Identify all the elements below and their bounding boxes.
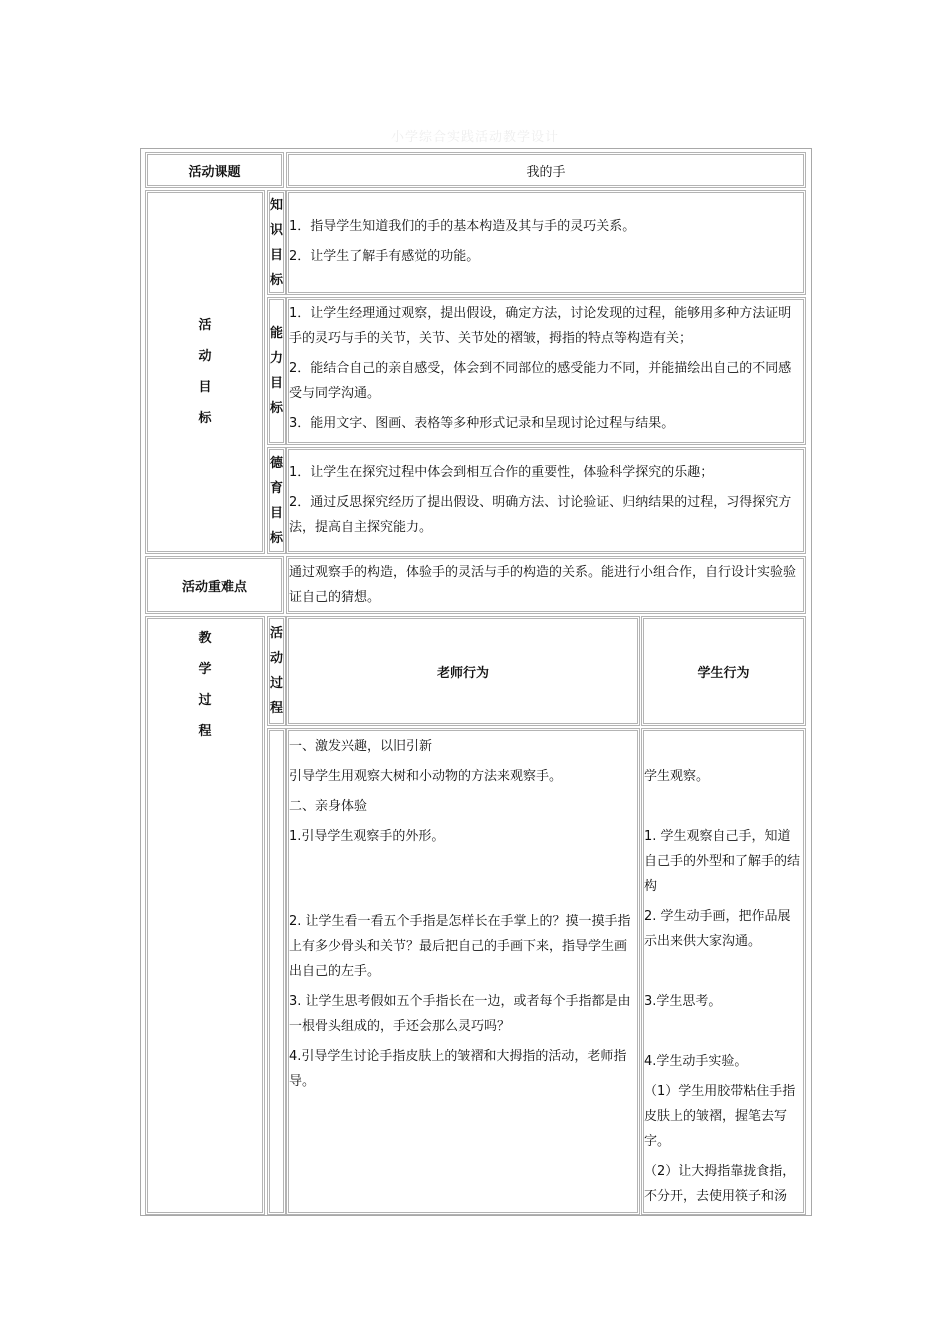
teacher-item: 二、亲身体验	[289, 799, 368, 814]
objectives-label	[145, 190, 265, 554]
moral-label-char: 目	[270, 505, 284, 521]
moral-label-char: 育	[270, 480, 284, 496]
objectives-label-char: 目	[198, 380, 212, 395]
activity-label-char: 动	[270, 651, 284, 666]
topic-value: 我的手	[286, 152, 806, 188]
teacher-item: 4.引导学生讨论手指皮肤上的皱褶和大拇指的活动，老师指导。	[289, 1049, 627, 1089]
knowledge-label-char: 目	[270, 247, 284, 263]
knowledge-label-char: 知	[270, 197, 284, 213]
moral-label-char: 德	[270, 455, 284, 471]
ability-label-char: 标	[270, 401, 284, 416]
teacher-header: 老师行为	[286, 616, 640, 726]
student-item: 1. 学生观察自己手，知道自己手的外型和了解手的结构	[644, 829, 801, 894]
teacher-item: 一、激发兴趣，以旧引新	[289, 739, 433, 754]
student-actions	[641, 728, 806, 1215]
teacher-item: 引导学生用观察大树和小动物的方法来观察手。	[289, 769, 563, 784]
key-points-text: 通过观察手的构造，体验手的灵活与手的构造的关系。能进行小组合作，自行设计实验验证自己的猜想。	[289, 565, 797, 605]
activity-label-char: 活	[270, 626, 284, 641]
activity-label-char: 过	[270, 676, 284, 691]
knowledge-label-char: 标	[270, 272, 284, 288]
teaching-process-label	[145, 616, 265, 1215]
objectives-label-char: 标	[198, 411, 212, 426]
topic-label: 活动课题	[145, 152, 284, 188]
teacher-actions	[286, 728, 640, 1215]
ability-objective-content	[286, 297, 806, 445]
student-item: 学生观察。	[644, 769, 710, 784]
process-label-char: 学	[198, 662, 212, 677]
objectives-label-char: 活	[198, 318, 212, 333]
document-title: 小学综合实践活动教学设计	[390, 130, 559, 145]
key-points-content	[286, 556, 806, 614]
student-item: 3.学生思考。	[644, 994, 722, 1009]
activity-label-char: 程	[270, 701, 284, 716]
lesson-plan-table	[140, 148, 812, 1216]
teacher-item: 1.引导学生观察手的外形。	[289, 829, 445, 844]
process-label-char: 程	[198, 724, 212, 739]
knowledge-label-char: 识	[270, 222, 284, 238]
ability-label-char: 目	[270, 376, 284, 391]
process-label-char: 过	[198, 693, 212, 708]
ability-item: 2．能结合自己的亲自感受，体会到不同部位的感受能力不同，并能描绘出自己的不同感受与同学沟通。	[289, 361, 792, 401]
student-item: （1）学生用胶带粘住手指皮肤上的皱褶，握笔去写字。	[644, 1084, 796, 1149]
moral-label-char: 标	[270, 530, 284, 546]
ability-label-char: 力	[270, 351, 284, 366]
process-label-char: 教	[198, 631, 212, 646]
moral-item: 2．通过反思探究经历了提出假设、明确方法、讨论验证、归纳结果的过程，习得探究方法，提高自主探究能力。	[289, 494, 792, 535]
knowledge-item: 2．让学生了解手有感觉的功能。	[289, 249, 480, 264]
student-header: 学生行为	[641, 616, 806, 726]
activity-process-blank	[267, 728, 286, 1215]
knowledge-item: 1．指导学生知道我们的手的基本构造及其与手的灵巧关系。	[289, 219, 636, 234]
teacher-item: 2. 让学生看一看五个手指是怎样长在手掌上的？摸一摸手指上有多少骨头和关节？最后把自己的手画下来，指导学生画出自己的左手。	[289, 914, 631, 979]
knowledge-objective-label	[267, 190, 286, 295]
student-item: 4.学生动手实验。	[644, 1054, 748, 1069]
ability-objective-label	[267, 297, 286, 445]
objectives-label-char: 动	[198, 349, 212, 364]
student-item: （2）让大拇指靠拢食指，不分开，去使用筷子和汤	[644, 1164, 796, 1204]
activity-process-label	[267, 616, 286, 726]
moral-objective-label	[267, 447, 286, 554]
student-item: 2. 学生动手画，把作品展示出来供大家沟通。	[644, 909, 791, 949]
moral-item: 1．让学生在探究过程中体会到相互合作的重要性，体验科学探究的乐趣；	[289, 464, 714, 480]
moral-objective-content	[286, 447, 806, 554]
ability-item: 3．能用文字、图画、表格等多种形式记录和呈现讨论过程与结果。	[289, 416, 675, 431]
knowledge-objective-content	[286, 190, 806, 295]
ability-item: 1．让学生经理通过观察，提出假设，确定方法，讨论发现的过程，能够用多种方法证明手的灵巧与手的关节，关节、关节处的褶皱，拇指的特点等构造有关；	[289, 306, 792, 346]
ability-label-char: 能	[270, 326, 284, 341]
key-points-label: 活动重难点	[145, 556, 284, 614]
teacher-item: 3. 让学生思考假如五个手指长在一边，或者每个手指都是由一根骨头组成的，手还会那么灵巧吗？	[289, 994, 631, 1034]
